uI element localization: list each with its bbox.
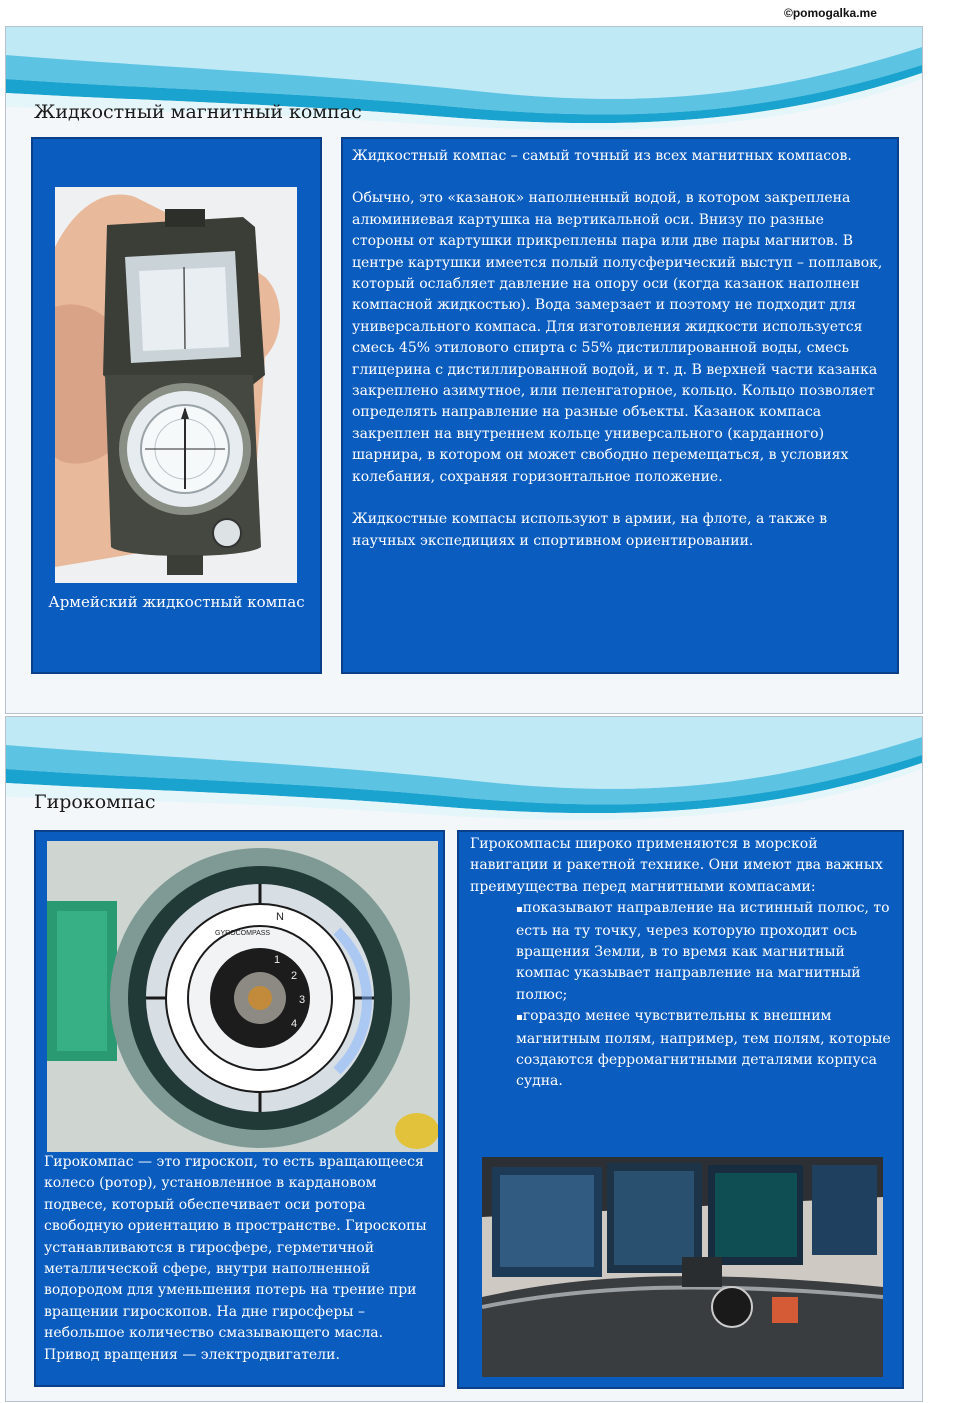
closing-text: Жидкостные компасы используют в армии, на флоте, а также в научных экспедициях и спортивном ориентировании. [352, 511, 828, 549]
gyro-panel [34, 830, 445, 1387]
list-item-text: гораздо менее чувствительны к внешним магнитным полям, например, тем полям, которые создаются ферромагнитными деталями корпуса судна. [516, 1008, 891, 1090]
advantages-list [470, 898, 892, 1093]
slide-title: Гирокомпас [34, 791, 156, 813]
gyro-dial-label: GYROCOMPASS [215, 930, 271, 937]
gyro-advantages-panel [457, 830, 904, 1389]
image-caption: Армейский жидкостный компас [48, 593, 305, 611]
intro-text: Жидкостный компас – самый точный из всех магнитных компасов. [352, 148, 852, 164]
slide-gyrocompass [5, 716, 923, 1402]
list-item [516, 1006, 892, 1093]
ship-bridge-photo [482, 1157, 883, 1377]
gyro-dial-number: 4 [291, 1018, 298, 1030]
watermark: ©pomogalka.me [784, 6, 877, 20]
slide-liquid-compass [5, 26, 923, 714]
bullet-marker: ▪ [516, 904, 523, 916]
image-panel [31, 137, 322, 674]
gyro-description: Гирокомпас — это гироскоп, то есть вращающееся колесо (ротор), установленное в кардановом подвесе, который обеспечивает оси ротора свободную ориентацию в пространстве. Гироскопы устанавливаются в гиросфере, герметичной металлической сфере, внутри наполненной водородом для уменьшения потерь на трение при вращении гироскопов. На дне гиросферы – небольшое количество смазывающего масла. Привод вращения — электродвигатели. [44, 1154, 427, 1363]
slide-title: Жидкостный магнитный компас [34, 101, 362, 123]
compass-photo [55, 187, 297, 583]
gyro-dial-letter: N [276, 911, 284, 923]
advantages-intro: Гирокомпасы широко применяются в морской навигации и ракетной технике. Они имеют два важных преимущества перед магнитными компасами: [470, 836, 883, 895]
gyrocompass-photo [47, 841, 438, 1152]
list-item [516, 898, 892, 1006]
gyro-dial-number: 2 [291, 970, 298, 982]
gyro-dial-number: 3 [299, 994, 306, 1006]
list-item-text: показывают направление на истинный полюс, то есть на ту точку, через которую проходит ось вращения Земли, в то время как магнитный компас указывает направление на магнитный полюс; [516, 900, 890, 1003]
body-paragraph: Обычно, это «казанок» наполненный водой, в котором закреплена алюминиевая картушка на вертикальной оси. Внизу по разные стороны от картушки прикреплены пара или две пары магнитов. В центре картушки имеется полый полусферический выступ – поплавок, который ослабляет давление на опору оси (когда казанок наполнен компасной жидкостью). Вода замерзает и поэтому не подходит для универсального компаса. Для изготовления жидкости используется смесь 45% этилового спирта с 55% дистиллированной воды, смесь глицерина с дистиллированной водой, и т. д. В верхней части казанка закреплено азимутное, или пеленгаторное, кольцо. Кольцо позволяет определять направление на разные объекты. Казанок компаса закреплен на внутреннем кольце универсального (карданного) шарнира, в котором он может свободно перемещаться, в условиях колебания, сохраняя горизонтальное положение. [352, 190, 883, 485]
text-panel [341, 137, 899, 674]
bullet-marker: ▪ [516, 1012, 523, 1024]
gyro-dial-number: 1 [274, 954, 281, 966]
